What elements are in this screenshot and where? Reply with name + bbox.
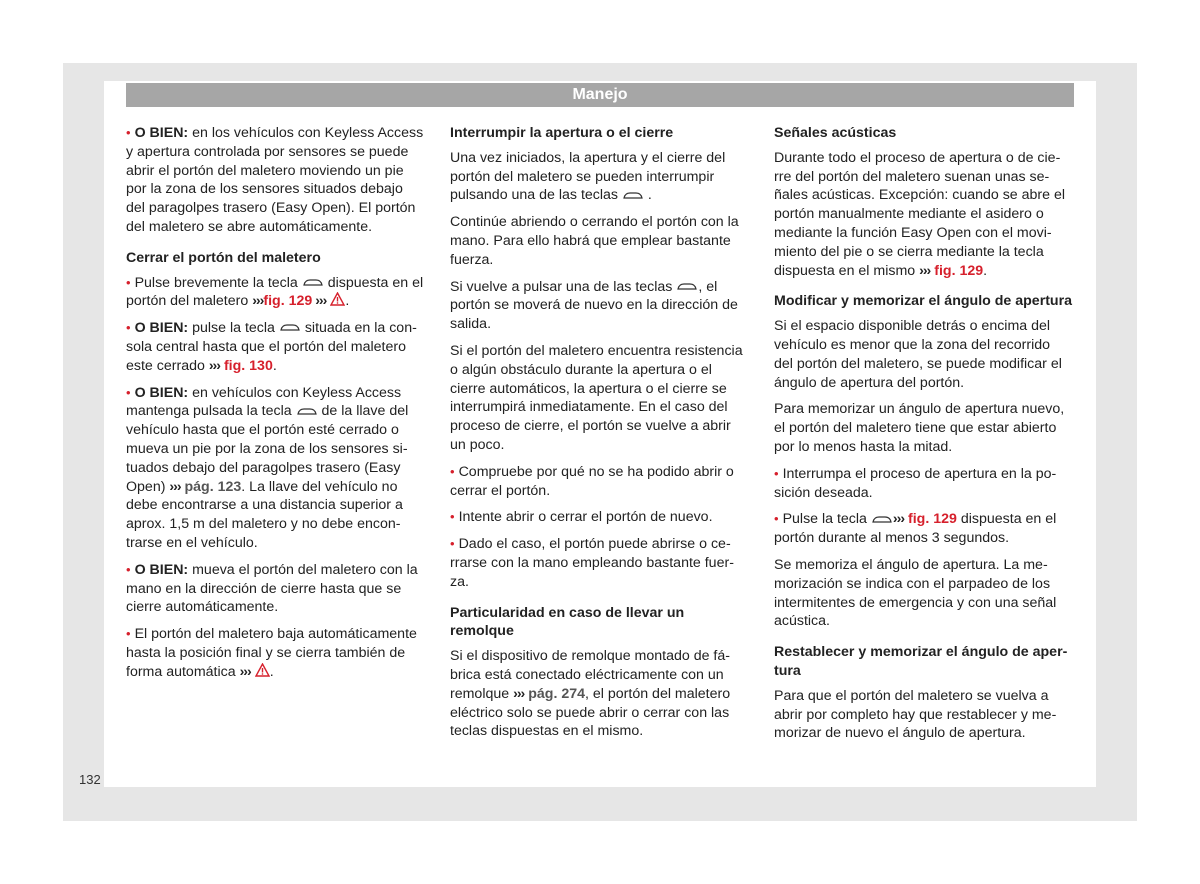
paragraph bbox=[450, 278, 748, 334]
bullet-icon: • bbox=[126, 384, 131, 400]
ref-arrows: ››› bbox=[312, 293, 327, 310]
text: Intente abrir o cerrar el portón de nuevo. bbox=[458, 509, 713, 526]
paragraph: Si el espacio disponible detrás o encima del vehículo es menor que la zona del recorrido del portón del maletero, se puede modificar el ángulo de apertura del portón. bbox=[774, 318, 1062, 391]
paragraph bbox=[126, 124, 424, 237]
paragraph bbox=[774, 149, 1072, 281]
page-link[interactable]: pág. 123 bbox=[180, 478, 242, 495]
text: Compruebe por qué no se ha podido abrir o cerrar el portón. bbox=[450, 463, 734, 499]
trunk-key-icon bbox=[871, 515, 893, 525]
section-header: Manejo bbox=[126, 83, 1074, 107]
text: situada en la consola central hasta que el portón del maletero este cerrado bbox=[126, 320, 417, 374]
text: . bbox=[643, 187, 652, 204]
trunk-key-icon bbox=[296, 407, 318, 417]
ref-arrows: ››› bbox=[208, 357, 220, 374]
text: . bbox=[272, 357, 277, 374]
paragraph bbox=[450, 149, 748, 205]
text: Pulse la tecla bbox=[782, 511, 871, 528]
paragraph: Para que el portón del maletero se vuelva a abrir por completo hay que restablecer y memorizar de nuevo el ángulo de apertura. bbox=[774, 687, 1057, 742]
text: Pulse brevemente la tecla bbox=[134, 274, 302, 291]
ref-arrows: ››› bbox=[239, 663, 251, 680]
list-item bbox=[774, 510, 1072, 548]
paragraph bbox=[450, 647, 748, 741]
text: . La llave del vehículo no debe encontrarse a una distancia superior a aprox. 1,5 m del maletero y no debe encontrarse en el vehículo. bbox=[126, 478, 403, 551]
text: Si el dispositivo de remolque montado de fábrica está conectado eléctricamente con un remolque bbox=[450, 648, 730, 702]
bullet-icon: • bbox=[450, 463, 455, 479]
text: El portón del maletero baja automáticamente hasta la posición final y se cierra también de forma automática bbox=[126, 626, 417, 680]
subheading-interrumpir: Interrumpir la apertura o el cierre bbox=[450, 125, 674, 141]
strong-text: O BIEN: bbox=[134, 320, 189, 337]
subheading-cerrar: Cerrar el portón del maletero bbox=[126, 249, 321, 266]
figure-link[interactable]: fig. 129 bbox=[904, 511, 957, 528]
text: mueva el portón del maletero con la mano en la dirección de cierre hasta que se cierre automáticamente. bbox=[126, 561, 418, 616]
text: Si vuelve a pulsar una de las teclas bbox=[450, 278, 677, 295]
text: dispuesta en el portón del maletero bbox=[126, 274, 424, 310]
column-1 bbox=[126, 124, 424, 690]
list-item bbox=[450, 535, 748, 591]
list-item bbox=[126, 561, 424, 617]
subheading-remolque: Particularidad en caso de llevar un remolque bbox=[450, 604, 685, 640]
list-item bbox=[126, 384, 424, 553]
page-link[interactable]: pág. 274 bbox=[524, 685, 586, 702]
ref-arrows: ››› bbox=[169, 478, 181, 495]
bullet-icon: • bbox=[450, 536, 455, 552]
list-item bbox=[126, 625, 424, 681]
subheading-restablecer: Restablecer y memorizar el ángulo de apertura bbox=[774, 644, 1068, 679]
bullet-icon: • bbox=[126, 626, 131, 642]
text: Dado el caso, el portón puede abrirse o cerrarse con la mano empleando bastante fuerza. bbox=[450, 536, 734, 590]
list-item bbox=[126, 319, 424, 375]
ref-arrows: ››› bbox=[892, 511, 905, 528]
warning-triangle-icon[interactable] bbox=[330, 292, 345, 306]
bullet-icon: • bbox=[126, 125, 131, 140]
bullet-icon: • bbox=[774, 465, 779, 481]
text: . bbox=[983, 262, 988, 279]
subheading-senales: Señales acústicas bbox=[774, 125, 897, 141]
strong-text: O BIEN: bbox=[134, 384, 189, 401]
text: Interrumpa el proceso de apertura en la posición deseada. bbox=[774, 465, 1057, 501]
paragraph: Para memorizar un ángulo de apertura nuevo, el portón del maletero tiene que estar abierto por lo menos hasta la mitad. bbox=[774, 401, 1065, 455]
text: Una vez iniciados, la apertura y el cierre del portón del maletero se pueden interrumpir pulsando una de las teclas bbox=[450, 149, 726, 204]
trunk-key-icon bbox=[279, 323, 301, 333]
list-item bbox=[450, 463, 748, 501]
strong-text: O BIEN: bbox=[134, 561, 189, 578]
column-3 bbox=[774, 124, 1072, 751]
text: Durante todo el proceso de apertura o de cierre del portón del maletero suenan unas señales acústicas. Excepción: cuando se abre el portón manualmente mediante el asidero o mediante la función Easy Open con el movimiento del pie o se cierra mediante la tecla dispuesta en el mismo bbox=[774, 149, 1066, 279]
ref-arrows: ››› bbox=[252, 293, 264, 310]
bullet-icon: • bbox=[774, 511, 779, 527]
trunk-key-icon bbox=[302, 278, 324, 288]
bullet-icon: • bbox=[126, 561, 131, 577]
paragraph: Continúe abriendo o cerrando el portón con la mano. Para ello habrá que emplear bastante fuerza. bbox=[450, 214, 739, 268]
list-item bbox=[774, 465, 1072, 503]
trunk-key-icon bbox=[622, 191, 644, 201]
strong-text: O BIEN: bbox=[134, 125, 189, 141]
warning-triangle-icon[interactable] bbox=[255, 663, 270, 677]
text: pulse la tecla bbox=[188, 320, 279, 337]
subheading-modificar: Modificar y memorizar el ángulo de apertura bbox=[774, 293, 1073, 310]
list-item bbox=[450, 508, 748, 527]
text: . bbox=[269, 663, 274, 680]
text: en vehículos con Keyless Access mantenga pulsada la tecla bbox=[126, 384, 402, 420]
paragraph: Si el portón del maletero encuentra resistencia o algún obstáculo durante la apertura o el cierre automáticos, la apertura o el cierre se interrumpirá inmediatamente. En el caso del proceso de cierre, el portón se vuelve a abrir un poco. bbox=[450, 342, 743, 453]
text: , el portón del maletero eléctrico solo se puede abrir o cerrar con las teclas dispuestas en el mismo. bbox=[450, 685, 731, 740]
trunk-key-icon bbox=[676, 282, 698, 292]
column-2 bbox=[450, 124, 748, 749]
figure-link[interactable]: fig. 130 bbox=[220, 357, 273, 374]
ref-arrows: ››› bbox=[513, 685, 525, 702]
text: dispuesta en el portón durante al menos 3 segundos. bbox=[774, 511, 1057, 547]
text: . bbox=[345, 293, 350, 310]
text: , el portón se moverá de nuevo en la dirección de salida. bbox=[450, 278, 738, 333]
figure-link[interactable]: fig. 129 bbox=[263, 293, 313, 310]
ref-arrows: ››› bbox=[919, 262, 931, 279]
page-number: 132 bbox=[79, 772, 101, 787]
list-item bbox=[126, 274, 424, 312]
bullet-icon: • bbox=[126, 274, 131, 290]
paragraph: Se memoriza el ángulo de apertura. La memorización se indica con el parpadeo de los intermitentes de emergencia y con una señal acústica. bbox=[774, 556, 1057, 630]
bullet-icon: • bbox=[450, 509, 455, 525]
text: de la llave del vehículo hasta que el portón esté cerrado o mueva un pie por la zona de los sensores situados debajo del paragolpes trasero (Easy Open) bbox=[126, 403, 409, 495]
paragraph-text: en los vehículos con Keyless Access y apertura controlada por sensores se puede abrir el portón del maletero moviendo un pie por la zona de los sensores situados debajo del paragolpes trasero (Easy Open). El portón del maletero se abre automáticamente. bbox=[126, 125, 424, 235]
bullet-icon: • bbox=[126, 320, 131, 336]
figure-link[interactable]: fig. 129 bbox=[930, 262, 984, 279]
